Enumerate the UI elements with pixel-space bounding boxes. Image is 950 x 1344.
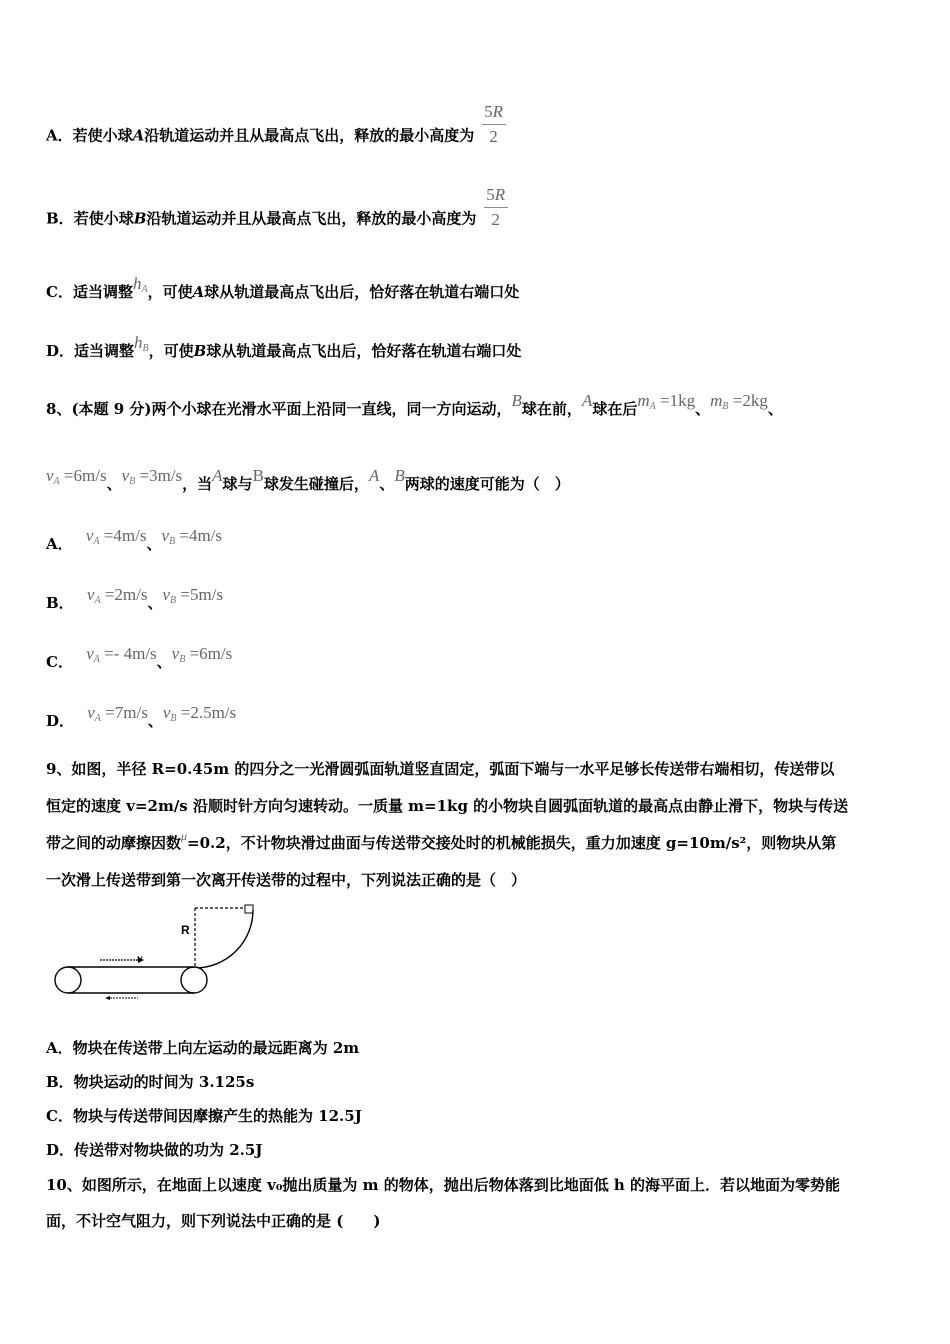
q9-option-a: A．物块在传送带上向左运动的最远距离为 2m (46, 1039, 360, 1057)
q9-stem-line-1: 9、如图，半径 R=0.45m 的四分之一光滑圆弧面轨道竖直固定，弧面下端与一水平足够长传送带右端相切，传送带以 (46, 760, 835, 778)
q8-option-c: C． $v_A =- 4m/s$、$v_B =6m/s$ (46, 644, 233, 671)
q7-option-a: A．若使小球A沿轨道运动并且从最高点飞出，释放的最小高度为 $\frac{5R}{2}$ (46, 115, 506, 158)
return-arrowhead (105, 996, 110, 1000)
q9-stem-line-2: 恒定的速度 v=2m/s 沿顺时针方向匀速转动。一质量 m=1kg 的小物块自圆弧面轨道的最高点由静止滑下，物块与传送 (46, 797, 849, 815)
q9-option-b: B．物块运动的时间为 3.125s (46, 1073, 255, 1091)
conveyor-belt-figure (48, 902, 260, 1006)
label-r: R (181, 923, 190, 937)
left-pulley (55, 967, 81, 993)
q10-stem-line-2: 面，不计空气阻力，则下列说法中正确的是 ( ) (46, 1212, 381, 1230)
right-pulley (181, 967, 207, 993)
q8-option-b: B． $v_A =2m/s$、$v_B =5m/s$ (46, 585, 224, 612)
q7-option-d: D．适当调整$h_B$，可使B球从轨道最高点飞出后，恰好落在轨道右端口处 (46, 333, 522, 360)
q8-option-d: D． $v_A =7m/s$、$v_B =2.5m/s$ (46, 703, 237, 730)
q7-option-c: C．适当调整$h_A$，可使A球从轨道最高点飞出后，恰好落在轨道右端口处 (46, 274, 520, 301)
q9-option-d: D．传送带对物块做的功为 2.5J (46, 1141, 263, 1159)
q7-option-b: B．若使小球B沿轨道运动并且从最高点飞出，释放的最小高度为 $\frac{5R}{2}$ (46, 198, 508, 241)
q10-stem-line-1: 10、如图所示，在地面上以速度 v₀抛出质量为 m 的物体，抛出后物体落到比地面低 h 的海平面上．若以地面为零势能 (46, 1176, 841, 1194)
small-block (245, 905, 253, 913)
q9-stem-line-4: 一次滑上传送带到第一次离开传送带的过程中，下列说法正确的是（ ） (46, 871, 527, 889)
label-v: v (137, 951, 143, 965)
fraction-5r-over-2: $\frac{5R}{2}$ (484, 186, 508, 229)
conveyor-belt-diagram (48, 902, 260, 1006)
q9-stem-line-3: 带之间的动摩擦因数$^\mu$=0.2，不计物块滑过曲面与传送带交接处时的机械能损失，重力加速度 g=10m/s²，则物块从第 (46, 829, 837, 852)
q8-stem-line-1: 8、(本题 9 分)两个小球在光滑水平面上沿同一直线，同一方向运动，B球在前，A球在后$m_A =1kg$、$m_B =2kg$、 (46, 391, 783, 418)
quarter-circle-track (195, 910, 253, 968)
q8-option-a: A． $v_A =4m/s$、$v_B =4m/s$ (46, 526, 223, 553)
fraction-5r-over-2: $\frac{5R}{2}$ (482, 103, 506, 146)
q8-stem-line-2: $v_A =6m/s$、$v_B =3m/s$，当A球与B球发生碰撞后，A、B两球的速度可能为（ ） (46, 466, 570, 493)
q9-option-c: C．物块与传送带间因摩擦产生的热能为 12.5J (46, 1107, 362, 1125)
